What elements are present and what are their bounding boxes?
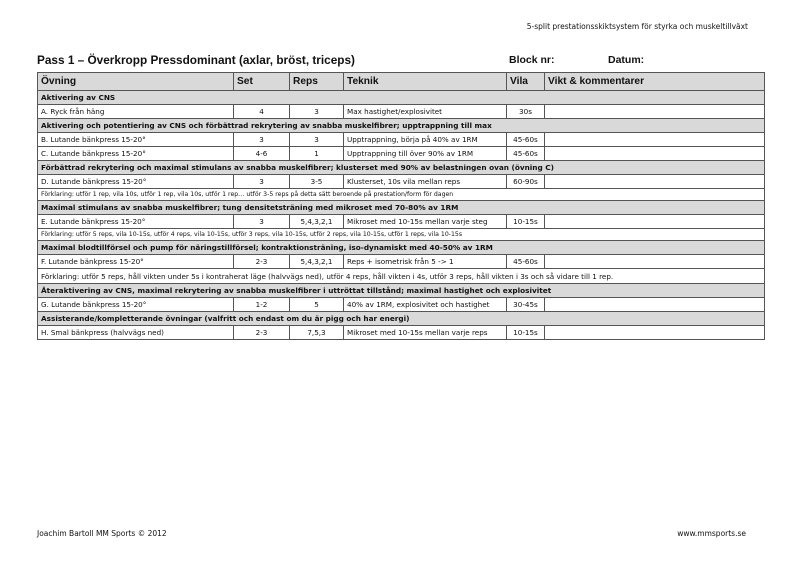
- technique-cell: Upptrappning, börja på 40% av 1RM: [344, 133, 507, 147]
- comment-cell: [545, 175, 765, 189]
- section-heading-row: [38, 91, 765, 105]
- workout-table: [37, 72, 765, 340]
- technique-cell: 40% av 1RM, explosivitet och hastighet: [344, 298, 507, 312]
- reps-cell: 7,5,3: [290, 326, 344, 340]
- section-heading: Återaktivering av CNS, maximal rekrytering av snabba muskelfibrer i uttröttat tillstånd; maximal hastighet och explosivitet: [38, 284, 765, 298]
- reps-cell: 3: [290, 105, 344, 119]
- section-heading-row: [38, 284, 765, 298]
- rest-cell: 45-60s: [507, 255, 545, 269]
- explanation-row: [38, 229, 765, 241]
- comment-cell: [545, 133, 765, 147]
- comment-cell: [545, 255, 765, 269]
- section-heading: Assisterande/kompletterande övningar (valfritt och endast om du är pigg och har energi): [38, 312, 765, 326]
- reps-cell: 3-5: [290, 175, 344, 189]
- exercise-cell: C. Lutande bänkpress 15-20°: [38, 147, 234, 161]
- comment-cell: [545, 215, 765, 229]
- rest-cell: 60-90s: [507, 175, 545, 189]
- section-heading-row: [38, 161, 765, 175]
- technique-cell: Mikroset med 10-15s mellan varje reps: [344, 326, 507, 340]
- column-header-reps: Reps: [290, 73, 344, 91]
- explanation-row: [38, 269, 765, 284]
- column-header-weight-comments: Vikt & kommentarer: [545, 73, 765, 91]
- technique-cell: Max hastighet/explosivitet: [344, 105, 507, 119]
- date-label: Datum:: [608, 54, 645, 66]
- set-cell: 3: [234, 133, 290, 147]
- section-heading: Aktivering och potentiering av CNS och förbättrad rekrytering av snabba muskelfibrer; upptrappning till max: [38, 119, 765, 133]
- title-row: [37, 53, 764, 69]
- section-heading: Aktivering av CNS: [38, 91, 765, 105]
- table-row: [38, 215, 765, 229]
- explanation-text: Förklaring: utför 5 reps, vila 10-15s, utför 4 reps, vila 10-15s, utför 3 reps, vila 10-15s, utför 2 reps, vila 10-15s, utför 1 reps, vila 10-15s: [38, 229, 765, 241]
- section-heading: Maximal stimulans av snabba muskelfibrer; tung densitetsträning med mikroset med 70-80% av 1RM: [38, 201, 765, 215]
- set-cell: 1-2: [234, 298, 290, 312]
- exercise-cell: H. Smal bänkpress (halvvägs ned): [38, 326, 234, 340]
- technique-cell: Reps + isometrisk från 5 -> 1: [344, 255, 507, 269]
- page-title: Pass 1 – Överkropp Pressdominant (axlar, bröst, triceps): [37, 53, 355, 67]
- column-header-technique: Teknik: [344, 73, 507, 91]
- rest-cell: 45-60s: [507, 133, 545, 147]
- table-header-row: [38, 73, 765, 91]
- explanation-text: Förklaring: utför 5 reps, håll vikten under 5s i kontraherat läge (halvvägs ned), utför 4 reps, håll vikten i 4s, utför 3 reps, håll vikten i 3s och så vidare till 1 rep.: [38, 269, 765, 284]
- exercise-cell: G. Lutande bänkpress 15-20°: [38, 298, 234, 312]
- footer-website: www.mmsports.se: [677, 529, 746, 538]
- explanation-text: Förklaring: utför 1 rep, vila 10s, utför 1 rep, vila 10s, utför 1 rep… utför 3-5 reps på detta sätt beroende på prestation/form för dagen: [38, 189, 765, 201]
- section-heading-row: [38, 241, 765, 255]
- column-header-rest: Vila: [507, 73, 545, 91]
- table-row: [38, 133, 765, 147]
- exercise-cell: F. Lutande bänkpress 15-20°: [38, 255, 234, 269]
- comment-cell: [545, 147, 765, 161]
- table-row: [38, 326, 765, 340]
- column-header-exercise: Övning: [38, 73, 234, 91]
- footer-author: Joachim Bartoll MM Sports © 2012: [37, 529, 167, 538]
- exercise-cell: A. Ryck från häng: [38, 105, 234, 119]
- comment-cell: [545, 326, 765, 340]
- set-cell: 4: [234, 105, 290, 119]
- rest-cell: 45-60s: [507, 147, 545, 161]
- set-cell: 2-3: [234, 255, 290, 269]
- table-row: [38, 255, 765, 269]
- explanation-row: [38, 189, 765, 201]
- rest-cell: 10-15s: [507, 215, 545, 229]
- exercise-cell: D. Lutande bänkpress 15-20°: [38, 175, 234, 189]
- table-row: [38, 105, 765, 119]
- reps-cell: 1: [290, 147, 344, 161]
- table-row: [38, 298, 765, 312]
- column-header-set: Set: [234, 73, 290, 91]
- reps-cell: 3: [290, 133, 344, 147]
- header-note: 5-split prestationsskiktsystem för styrka och muskeltillväxt: [526, 22, 748, 31]
- technique-cell: Mikroset med 10-15s mellan varje steg: [344, 215, 507, 229]
- section-heading: Förbättrad rekrytering och maximal stimulans av snabba muskelfibrer; klusterset med 90% av belastningen ovan (övning C): [38, 161, 765, 175]
- set-cell: 3: [234, 215, 290, 229]
- reps-cell: 5,4,3,2,1: [290, 255, 344, 269]
- set-cell: 3: [234, 175, 290, 189]
- set-cell: 4-6: [234, 147, 290, 161]
- table-row: [38, 175, 765, 189]
- section-heading: Maximal blodtillförsel och pump för näringstillförsel; kontraktionsträning, iso-dynamiskt med 40-50% av 1RM: [38, 241, 765, 255]
- section-heading-row: [38, 201, 765, 215]
- section-heading-row: [38, 312, 765, 326]
- comment-cell: [545, 105, 765, 119]
- set-cell: 2-3: [234, 326, 290, 340]
- exercise-cell: E. Lutande bänkpress 15-20°: [38, 215, 234, 229]
- block-number-label: Block nr:: [509, 54, 555, 66]
- rest-cell: 30s: [507, 105, 545, 119]
- rest-cell: 30-45s: [507, 298, 545, 312]
- technique-cell: Klusterset, 10s vila mellan reps: [344, 175, 507, 189]
- rest-cell: 10-15s: [507, 326, 545, 340]
- comment-cell: [545, 298, 765, 312]
- reps-cell: 5,4,3,2,1: [290, 215, 344, 229]
- reps-cell: 5: [290, 298, 344, 312]
- technique-cell: Upptrappning till över 90% av 1RM: [344, 147, 507, 161]
- table-row: [38, 147, 765, 161]
- exercise-cell: B. Lutande bänkpress 15-20°: [38, 133, 234, 147]
- section-heading-row: [38, 119, 765, 133]
